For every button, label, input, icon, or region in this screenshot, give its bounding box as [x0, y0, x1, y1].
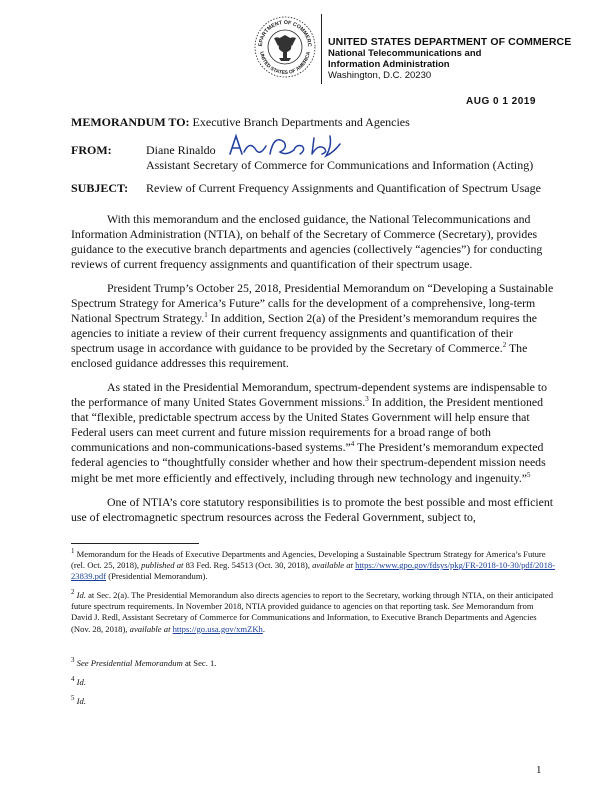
footnote-5: $^5$ Id. — [71, 694, 86, 706]
body-paragraph-3: As stated in the Presidential Memorandum, spectrum-dependent systems are indispensable to the performance of many United States Government missions.$^3$ In addition, the President mentioned that “flexible, predictable spectrum access by the United States Government will help ensure that Federal users can meet current and future mission requirements for a broad range of both communications and non-communications-based systems.”$^4$ The President’s memorandum expected federal agencies to “thoughtfully consider whether and how their spectrum-dependent mission needs might be met more efficiently and effectively, including through new technology and ingenuity.”$^5$ — [71, 380, 547, 485]
footnote-ref-4: 4 — [350, 440, 355, 449]
footnote-2-link[interactable]: https://go.usa.gov/xmZKh — [172, 623, 263, 634]
footnote-separator — [71, 543, 199, 544]
svg-text:UNITED STATES OF AMERICA: UNITED STATES OF AMERICA — [258, 51, 312, 77]
department-of-commerce-seal — [254, 16, 316, 78]
footnote-ref-5: 5 — [527, 470, 531, 479]
footnote-3: $^3$ See Presidential Memorandum at Sec. 1. — [71, 656, 217, 668]
memo-to-value: Executive Branch Departments and Agencies — [192, 115, 410, 129]
footnote-1: $^1$ Memorandum for the Heads of Executive Departments and Agencies, Developing a Sustainable Spectrum Strategy for America’s Future (rel. Oct. 25, 2018), published at 83 Fed. Reg. 54513 (Oct. 30, 2018), available at https://www.gpo.gov/fdsys/pkg/FR-2018-10-30/pdf/2018-23839.pdf (Presidential Memorandum). — [71, 547, 556, 582]
memo-subject-value: Review of Current Frequency Assignments and Quantification of Spectrum Usage — [146, 181, 541, 195]
date-stamp: AUG 0 1 2019 — [466, 96, 536, 107]
memo-from-name: Diane Rinaldo — [146, 143, 216, 157]
handwritten-signature — [222, 130, 362, 162]
letterhead-department: UNITED STATES DEPARTMENT OF COMMERCE — [328, 36, 572, 48]
memo-from-label: FROM: — [71, 143, 112, 157]
letterhead-address — [328, 37, 571, 81]
footnote-4: $^4$ Id. — [71, 675, 86, 687]
footnote-ref-1: 1 — [204, 311, 208, 320]
footnote-ref-2: 2 — [502, 341, 507, 350]
page-number: 1 — [536, 764, 542, 776]
svg-text:DEPARTMENT OF COMMERCE: EPARTMENT OF COMMERC — [257, 19, 313, 47]
letterhead-agency-line1: National Telecommunications and — [328, 48, 482, 59]
memo-to-label: MEMORANDUM TO: — [71, 115, 190, 129]
letterhead-agency-line2: Information Administration — [328, 59, 450, 70]
body-paragraph-1: With this memorandum and the enclosed guidance, the National Telecommunications and Information Administration (NTIA), on behalf of the Secretary of Commerce (Secretary), provides guidance to the executive branch departments and agencies (collectively “agencies”) for conducting reviews of current frequency assignments and quantification of their spectrum usage. — [71, 212, 543, 272]
footnote-ref-3: 3 — [365, 395, 369, 404]
footnote-2: $^2$ Id. at Sec. 2(a). The Presidential Memorandum also directs agencies to report to the Secretary, working through NTIA, on their anticipated future spectrum requirements. In November 2018, NTIA provided guidance to agencies on that reporting task. See Memorandum from David J. Redl, Assistant Secretary of Commerce for Communications and Information, to Executive Branch Departments and Agencies (Nov. 28, 2018), available at https://go.usa.gov/xmZKh. — [71, 588, 553, 634]
body-paragraph-4: One of NTIA’s core statutory responsibilities is to promote the best possible and most efficient use of electromagnetic spectrum resources across the Federal Government, subject to, — [71, 495, 554, 525]
memo-subject-label: SUBJECT: — [71, 181, 129, 195]
memo-to-row — [71, 115, 410, 130]
body-paragraph-2: President Trump’s October 25, 2018, Presidential Memorandum on “Developing a Sustainable Spectrum Strategy for America’s Future” calls for the development of a comprehensive, long-term National Spectrum Strategy.$^1$ In addition, Section 2(a) of the President’s memorandum requires the agencies to initiate a review of their current frequency assignments and quantification of their spectrum usage in accordance with guidance to be provided by the Secretary of Commerce.$^2$ The enclosed guidance addresses this requirement. — [71, 281, 554, 371]
footnote-1-link[interactable]: https://www.gpo.gov/fdsys/pkg/FR-2018-10-30/pdf/2018-23839.pdf — [71, 560, 556, 582]
letterhead-divider — [321, 14, 322, 84]
memo-from-title: Assistant Secretary of Commerce for Communications and Information (Acting) — [146, 158, 534, 172]
letterhead-city: Washington, D.C. 20230 — [328, 70, 432, 81]
